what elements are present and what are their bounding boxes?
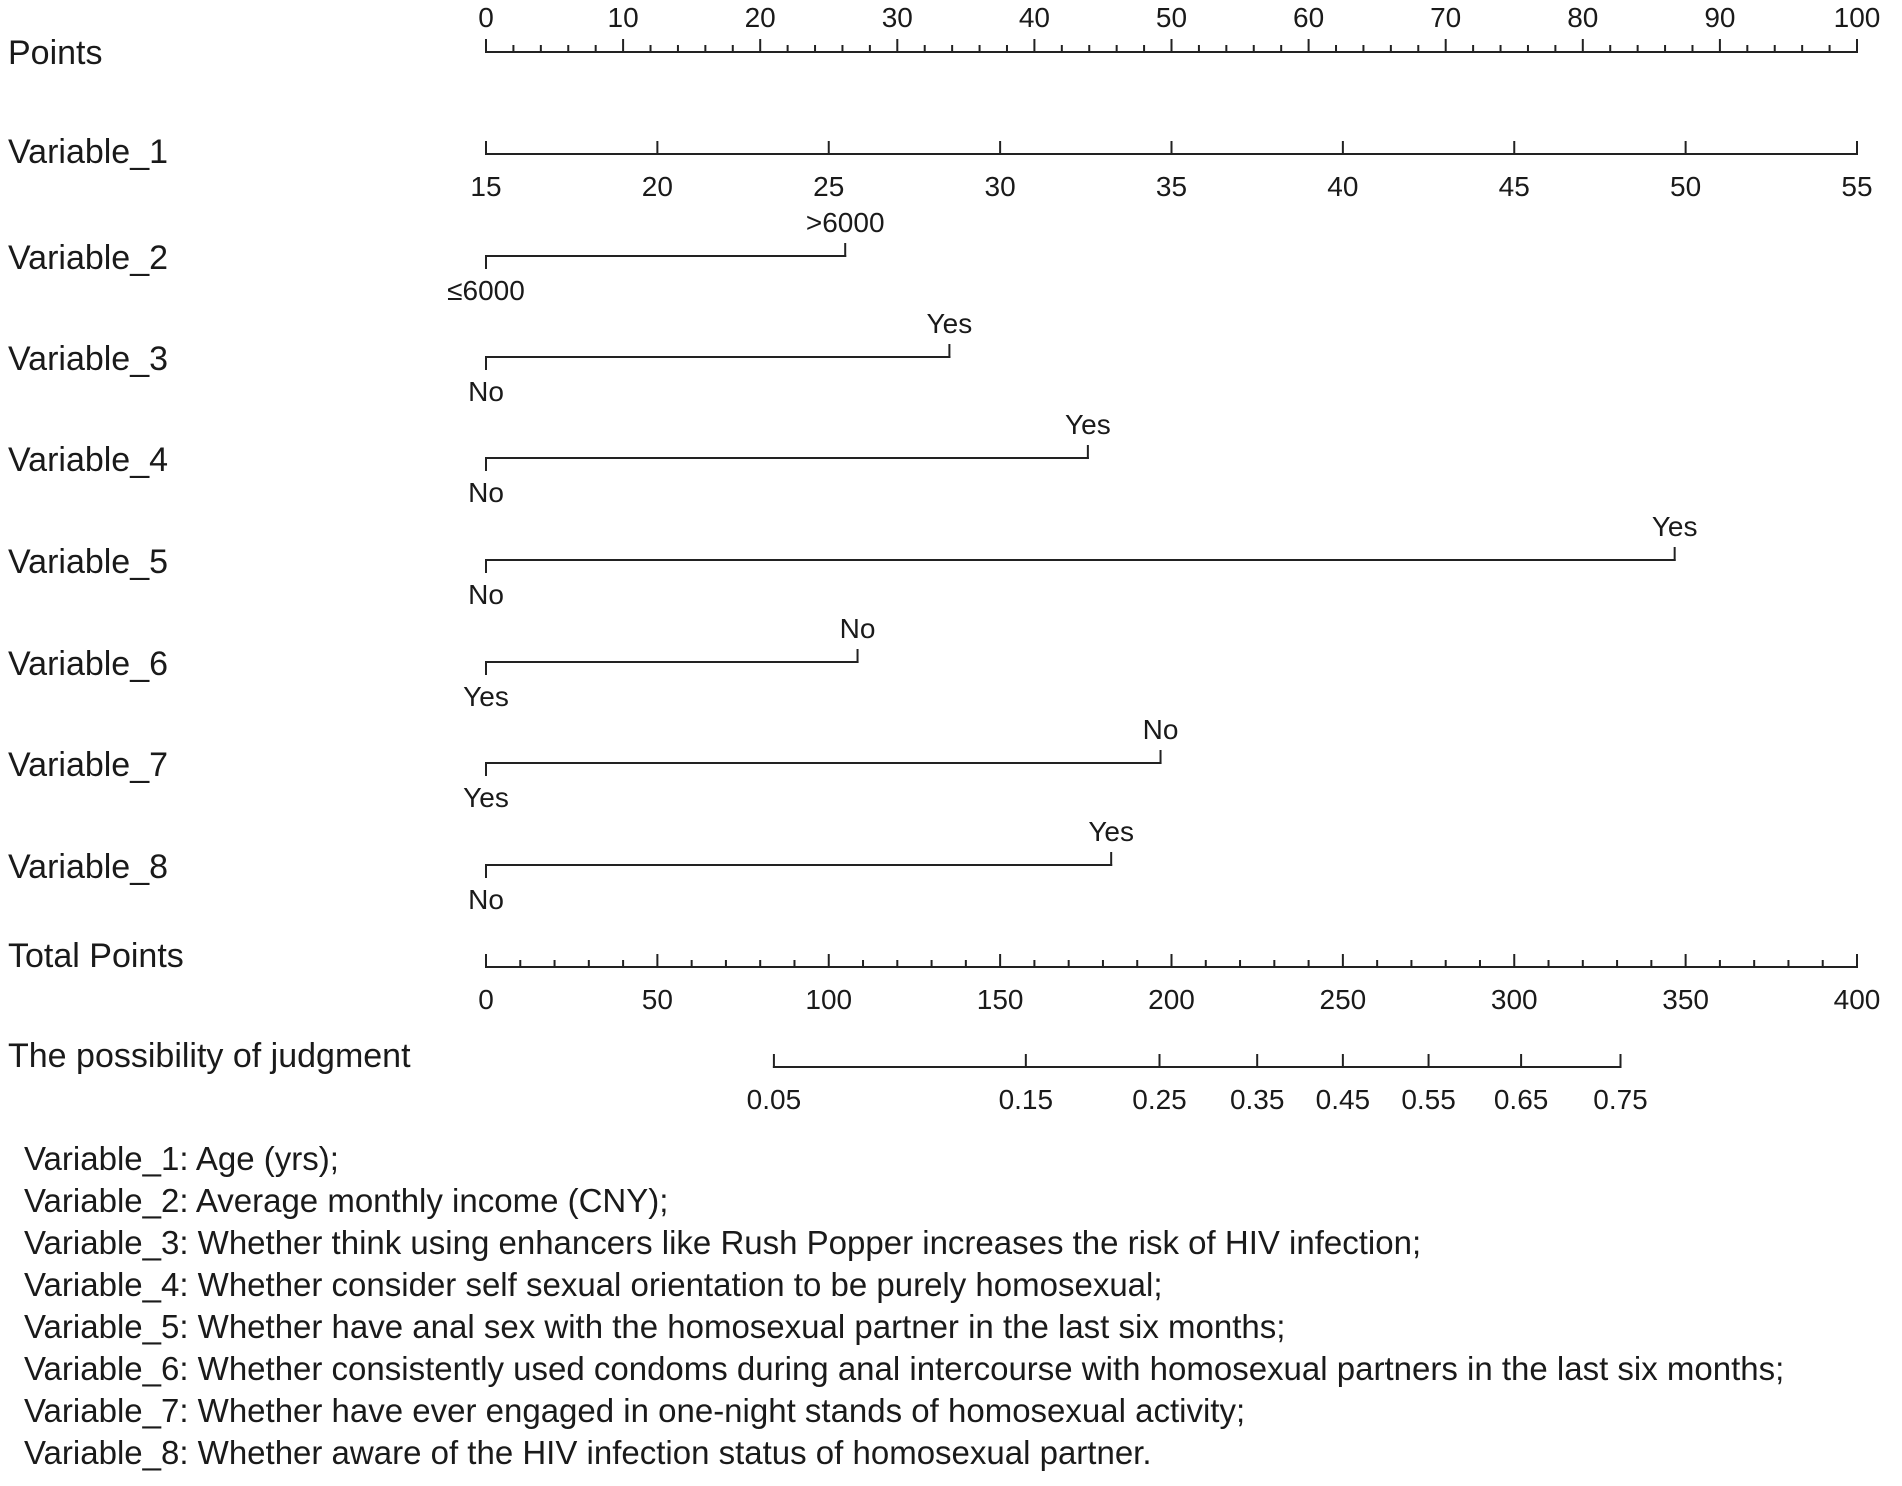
- probability-axis-tick-label: 0.15: [998, 1084, 1054, 1115]
- variable-1-tick-label: 25: [813, 171, 845, 202]
- variable-7-title: Variable_7: [8, 746, 169, 784]
- points-axis-tick-label: 50: [1155, 2, 1188, 33]
- probability-axis-tick-label: 0.65: [1493, 1084, 1549, 1115]
- variable-legend: [24, 1138, 1784, 1474]
- legend-item-variable-3: Variable_3: Whether think using enhancers like Rush Popper increases the risk of HIV infection;: [24, 1224, 1422, 1261]
- variable-5-level-label: No: [468, 579, 504, 610]
- points-axis-tick-label: 90: [1704, 2, 1736, 33]
- probability-axis-title: The possibility of judgment: [8, 1037, 411, 1075]
- legend-item-variable-5: Variable_5: Whether have anal sex with the homosexual partner in the last six months;: [24, 1308, 1286, 1345]
- variable-8-level-label: Yes: [1088, 816, 1135, 847]
- points-axis-tick-label: 30: [881, 2, 913, 33]
- variable-1-tick-label: 30: [984, 171, 1016, 202]
- variable-4-level-label: Yes: [1065, 409, 1111, 440]
- variable-4-level-label: No: [468, 477, 504, 508]
- variable-5-title: Variable_5: [8, 543, 169, 581]
- variable-6-level-label: Yes: [463, 681, 509, 712]
- variable-1-tick-label: 35: [1155, 171, 1188, 202]
- points-axis-tick-label: 100: [1833, 2, 1881, 33]
- variable-7-level-label: No: [1142, 714, 1179, 745]
- variable-1-tick-label: 40: [1327, 171, 1359, 202]
- points-axis-tick-label: 80: [1567, 2, 1599, 33]
- variable-1-tick-label: 50: [1670, 171, 1702, 202]
- points-axis-tick-label: 20: [744, 2, 776, 33]
- variable-1-tick-label: 55: [1841, 171, 1873, 202]
- variable-3-level-label: No: [468, 376, 504, 407]
- total-points-axis-tick-label: 100: [805, 984, 853, 1015]
- variable-8-level-label: No: [468, 884, 504, 915]
- variable-3-title: Variable_3: [8, 340, 169, 378]
- variable-5-level-label: Yes: [1651, 511, 1698, 542]
- legend-item-variable-1: Variable_1: Age (yrs);: [24, 1140, 339, 1177]
- total-points-axis-tick-label: 400: [1833, 984, 1881, 1015]
- probability-axis-tick-label: 0.75: [1593, 1084, 1648, 1115]
- total-points-axis-tick-label: 200: [1148, 984, 1195, 1015]
- points-axis-tick-label: 0: [478, 2, 494, 33]
- probability-axis-tick-label: 0.35: [1229, 1084, 1285, 1115]
- points-axis-title: Points: [8, 34, 103, 72]
- total-points-axis-tick-label: 0: [478, 984, 494, 1015]
- total-points-axis-title: Total Points: [8, 937, 184, 975]
- variable-1-tick-label: 20: [641, 171, 673, 202]
- variable-7-level-label: Yes: [463, 782, 509, 813]
- total-points-axis-tick-label: 350: [1662, 984, 1709, 1015]
- legend-item-variable-6: Variable_6: Whether consistently used condoms during anal intercourse with homosexual partners in the last six months;: [24, 1350, 1785, 1387]
- probability-axis-tick-label: 0.55: [1401, 1084, 1456, 1115]
- variable-8-title: Variable_8: [8, 848, 169, 886]
- variable-1-tick-label: 15: [470, 171, 502, 202]
- variable-6-level-label: No: [839, 613, 876, 644]
- legend-item-variable-2: Variable_2: Average monthly income (CNY);: [24, 1182, 669, 1219]
- total-points-axis-tick-label: 250: [1319, 984, 1367, 1015]
- legend-item-variable-8: Variable_8: Whether aware of the HIV infection status of homosexual partner.: [24, 1434, 1152, 1471]
- points-axis-tick-label: 70: [1430, 2, 1462, 33]
- variable-4-title: Variable_4: [8, 441, 169, 479]
- legend-item-variable-7: Variable_7: Whether have ever engaged in one-night stands of homosexual activity;: [24, 1392, 1246, 1429]
- probability-axis-tick-label: 0.25: [1132, 1084, 1187, 1115]
- probability-axis-tick-label: 0.45: [1315, 1084, 1371, 1115]
- points-axis-tick-label: 40: [1018, 2, 1050, 33]
- variable-1-tick-label: 45: [1498, 171, 1530, 202]
- variable-2-title: Variable_2: [8, 239, 169, 277]
- variable-6-title: Variable_6: [8, 645, 169, 683]
- total-points-axis-tick-label: 300: [1490, 984, 1538, 1015]
- total-points-axis-tick-label: 150: [976, 984, 1024, 1015]
- probability-axis-tick-label: 0.05: [746, 1084, 802, 1115]
- points-axis-tick-label: 10: [607, 2, 639, 33]
- variable-2-level-label: >6000: [805, 207, 885, 238]
- variable-3-level-label: Yes: [926, 308, 973, 339]
- variable-1-title: Variable_1: [8, 133, 169, 171]
- legend-item-variable-4: Variable_4: Whether consider self sexual orientation to be purely homosexual;: [24, 1266, 1163, 1303]
- total-points-axis-tick-label: 50: [641, 984, 673, 1015]
- points-axis-tick-label: 60: [1293, 2, 1325, 33]
- variable-2-level-label: ≤6000: [447, 275, 525, 306]
